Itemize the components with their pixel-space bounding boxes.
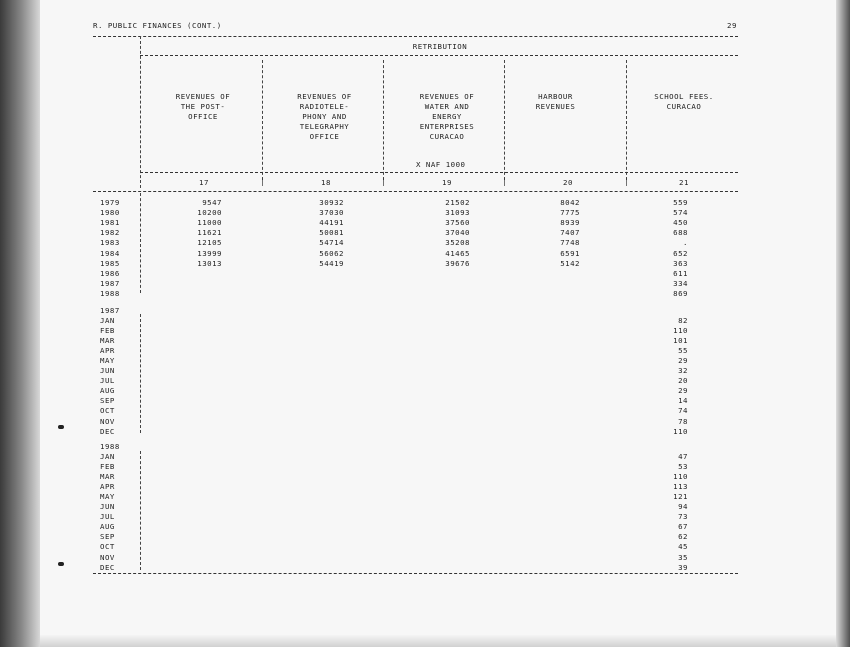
rule-stub-annual: [140, 193, 141, 293]
table-cell: 54419: [319, 258, 344, 268]
table-cell: 11621: [197, 228, 222, 238]
table-cell: 53: [678, 462, 688, 472]
row-label: 1984: [100, 248, 120, 258]
table-cell: 78: [678, 416, 688, 426]
table-cell: 559: [673, 198, 688, 207]
table-cell: 6591: [560, 248, 580, 258]
table-cell: 30932: [319, 198, 344, 207]
month-label: DEC: [100, 562, 115, 572]
month-label: JUN: [100, 366, 115, 376]
group-header: RETRIBUTION: [412, 42, 468, 51]
rule-bottom: [93, 573, 738, 574]
table-cell: 56062: [319, 248, 344, 258]
table-cell: 39: [678, 562, 688, 572]
month-label: OCT: [100, 542, 115, 552]
table-cell: 45: [678, 542, 688, 552]
month-label: MAY: [100, 492, 115, 502]
table-cell: 121: [673, 492, 688, 502]
table-cell: 688: [673, 228, 688, 238]
month-label: APR: [100, 346, 115, 356]
month-label: JUL: [100, 376, 115, 386]
table-cell: 7748: [560, 238, 580, 248]
binding-edge-right: [836, 0, 850, 647]
table-cell: 10200: [197, 208, 222, 218]
row-label: 1988: [100, 288, 120, 298]
table-cell: 37030: [319, 208, 344, 218]
rule-stub-1988: [140, 451, 141, 570]
month-label: APR: [100, 482, 115, 492]
year-label: 1987: [100, 306, 120, 315]
rule-top: [93, 36, 738, 37]
table-cell: 13013: [197, 258, 222, 268]
table-cell: 62: [678, 532, 688, 542]
table-cell: 574: [673, 208, 688, 218]
punch-hole: [58, 425, 64, 429]
table-cell: 31093: [445, 208, 470, 218]
unit-label: X NAF 1000: [416, 160, 466, 169]
rule-stub-1987: [140, 314, 141, 433]
month-label: MAY: [100, 356, 115, 366]
rule-header-bottom: [93, 191, 738, 192]
table-cell: 47: [678, 452, 688, 461]
month-label: AUG: [100, 386, 115, 396]
year-label: 1988: [100, 442, 120, 451]
month-label: AUG: [100, 522, 115, 532]
month-label: SEP: [100, 532, 115, 542]
table-cell: 110: [673, 426, 688, 436]
month-label: NOV: [100, 416, 115, 426]
table-cell: .: [683, 238, 688, 248]
table-cell: 74: [678, 406, 688, 416]
table-cell: 12105: [197, 238, 222, 248]
page-number: 29: [727, 21, 737, 30]
month-label: DEC: [100, 426, 115, 436]
table-cell: 869: [673, 288, 688, 298]
table-cell: 37040: [445, 228, 470, 238]
column-number-18: 18: [321, 178, 331, 187]
table-cell: 11000: [197, 218, 222, 228]
table-cell: 67: [678, 522, 688, 532]
table-cell: 29: [678, 356, 688, 366]
month-label: JUL: [100, 512, 115, 522]
page-bottom-shadow: [40, 635, 836, 647]
table-cell: 14: [678, 396, 688, 406]
month-label: MAR: [100, 472, 115, 482]
row-label: 1979: [100, 198, 120, 207]
table-cell: 82: [678, 316, 688, 325]
month-label: MAR: [100, 336, 115, 346]
table-cell: 21502: [445, 198, 470, 207]
table-cell: 35: [678, 552, 688, 562]
row-label: 1982: [100, 228, 120, 238]
table-cell: 41465: [445, 248, 470, 258]
row-label: 1981: [100, 218, 120, 228]
table-cell: 8042: [560, 198, 580, 207]
table-cell: 334: [673, 278, 688, 288]
table-cell: 37560: [445, 218, 470, 228]
column-number-20: 20: [563, 178, 573, 187]
rule-vertical: [383, 60, 384, 180]
table-cell: 5142: [560, 258, 580, 268]
column-number-17: 17: [199, 178, 209, 187]
column-number-21: 21: [679, 178, 689, 187]
table-cell: 363: [673, 258, 688, 268]
table-cell: 13999: [197, 248, 222, 258]
table-cell: 55: [678, 346, 688, 356]
table-cell: 652: [673, 248, 688, 258]
rule-vertical: [626, 60, 627, 180]
table-cell: 32: [678, 366, 688, 376]
table-cell: 7775: [560, 208, 580, 218]
row-label: 1986: [100, 268, 120, 278]
table-cell: 44191: [319, 218, 344, 228]
section-title: R. PUBLIC FINANCES (CONT.): [93, 21, 222, 30]
month-label: NOV: [100, 552, 115, 562]
month-label: FEB: [100, 326, 115, 336]
table-cell: 7407: [560, 228, 580, 238]
rule-unit: [140, 172, 738, 173]
table-cell: 94: [678, 502, 688, 512]
month-label: OCT: [100, 406, 115, 416]
table-cell: 54714: [319, 238, 344, 248]
table-cell: 8939: [560, 218, 580, 228]
table-cell: 35208: [445, 238, 470, 248]
punch-hole: [58, 562, 64, 566]
column-number-19: 19: [442, 178, 452, 187]
row-label: 1987: [100, 278, 120, 288]
row-label: 1983: [100, 238, 120, 248]
month-label: FEB: [100, 462, 115, 472]
table-cell: 113: [673, 482, 688, 492]
table-cell: 50081: [319, 228, 344, 238]
table-cell: 611: [673, 268, 688, 278]
table-cell: 110: [673, 326, 688, 336]
row-label: 1980: [100, 208, 120, 218]
month-label: JAN: [100, 316, 115, 325]
month-label: JAN: [100, 452, 115, 461]
table-cell: 101: [673, 336, 688, 346]
table-cell: 9547: [202, 198, 222, 207]
row-label: 1985: [100, 258, 120, 268]
table-cell: 39676: [445, 258, 470, 268]
month-label: SEP: [100, 396, 115, 406]
table-cell: 20: [678, 376, 688, 386]
binding-edge-left: [0, 0, 40, 647]
rule-vertical: [262, 60, 263, 180]
rule-vertical-stub: [140, 36, 141, 188]
month-label: JUN: [100, 502, 115, 512]
table-cell: 73: [678, 512, 688, 522]
table-cell: 29: [678, 386, 688, 396]
rule-group: [140, 55, 738, 56]
table-cell: 450: [673, 218, 688, 228]
table-cell: 110: [673, 472, 688, 482]
